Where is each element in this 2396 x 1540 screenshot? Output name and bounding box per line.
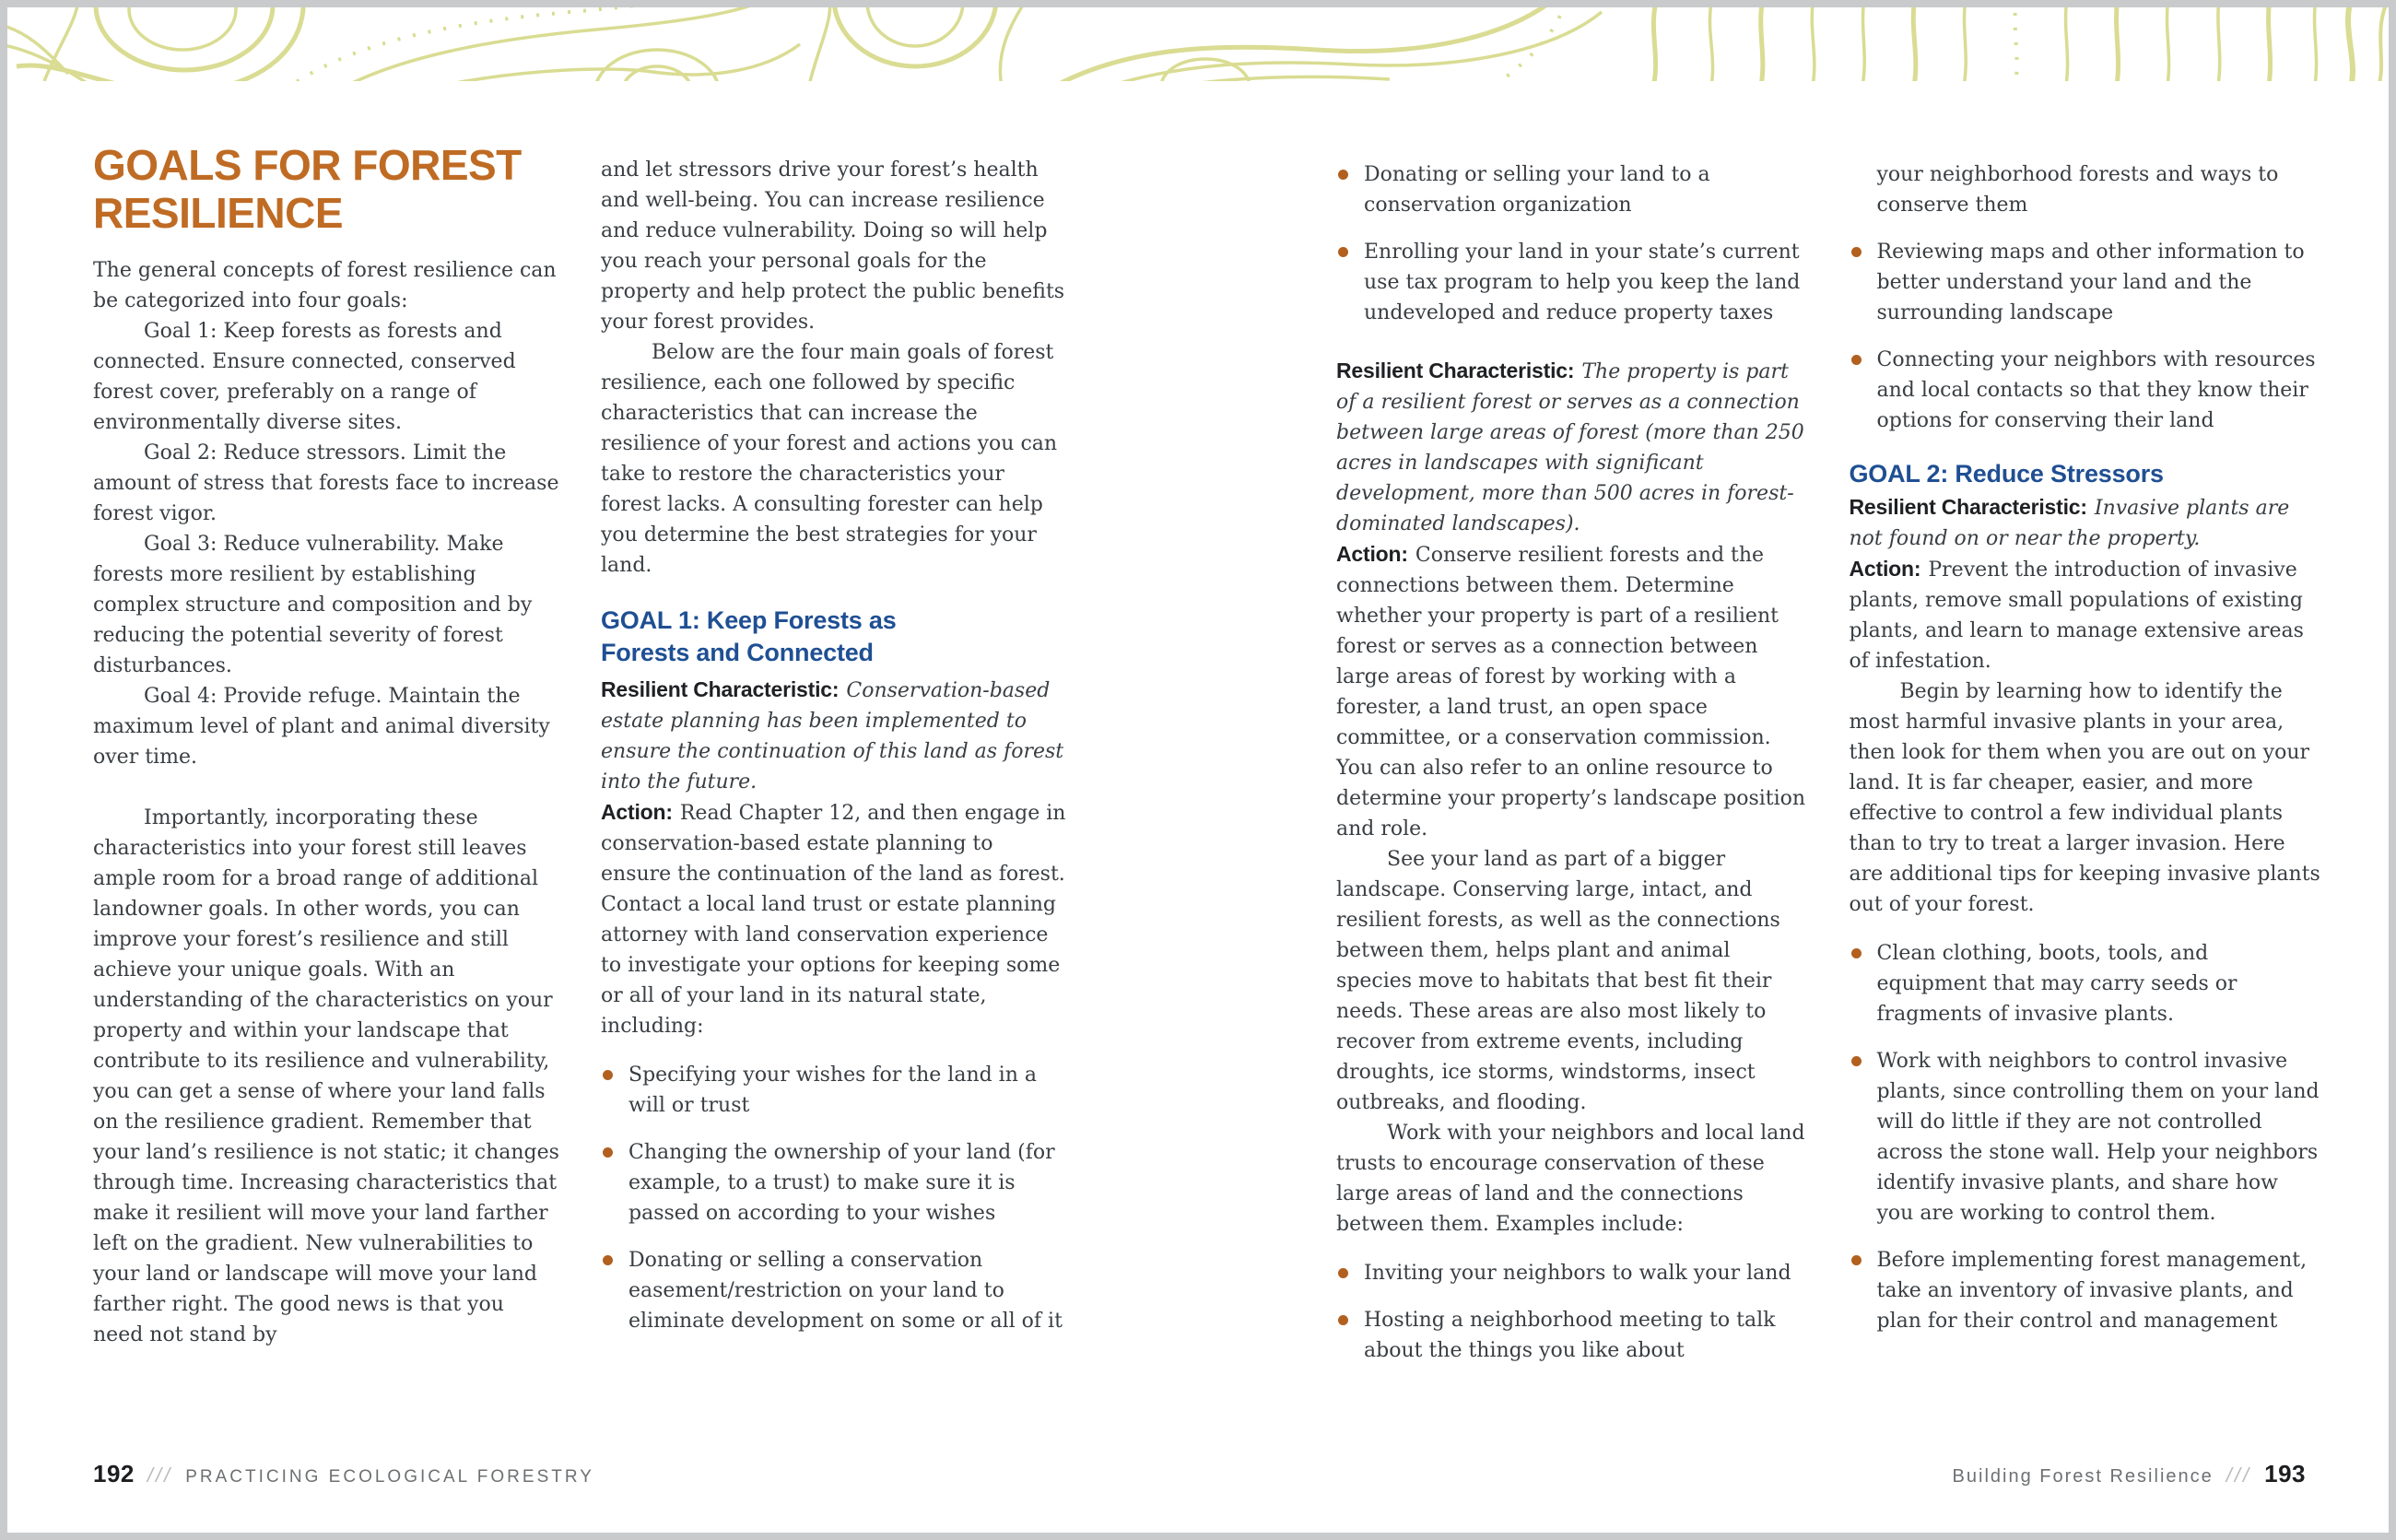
paragraph: Goal 3: Reduce vulnerability. Make forests more resilient by establishing complex structure and composition and by reducing the potential severity of forest disturbances.: [93, 533, 533, 677]
paragraph: Importantly, incorporating these characteristics into your forest still leaves ample room for a broad range of additional landowner goals. In other words, you can improve your forest’s resilience and still achieve your unique goals. With an understanding of the characteristics on your property and within your landscape that contribute to its resilience and vulnerability, you can get a sense of where your land falls on the resilience gradient. Remember that your land’s resilience is not static; it changes through time. Increasing characteristics that make it resilient will move your land farther left on the gradient. New vulnerabilities to your land or landscape will move your land farther right. The good news is that you need not stand by: [93, 806, 559, 1346]
list-item-text: Changing the ownership of your land (for example, to a trust) to make sure it is passed on according to your wishes: [628, 1141, 1055, 1225]
paragraph: Goal 2: Reduce stressors. Limit the amount of stress that forests face to increase forest vigor.: [93, 441, 559, 525]
list-item: [1336, 1305, 1808, 1366]
page-left: [93, 88, 1067, 1350]
paragraph: Below are the four main goals of forest resilience, each one followed by specific characteristics that can increase the resilience of your forest and actions you can take to restore the characteristics your forest lacks. A consulting forester can help you determine the best strategies for your land.: [601, 341, 1058, 577]
bullet-icon: [1851, 948, 1862, 958]
paragraph: Goal 1: Keep forests as forests and connected. Ensure connected, conserved forest cover, preferably on a range of environmentally diverse sites.: [93, 320, 516, 434]
list-item: [1850, 1046, 2321, 1228]
column-3: [1336, 88, 1808, 1366]
resilient-characteristic-text: Conservation-based estate planning has been implemented to ensure the continuation of this land as forest into the future.: [601, 679, 1064, 794]
action-text: Prevent the introduction of invasive plants, remove small populations of existing plants, and learn to manage extensive areas of infestation.: [1849, 558, 2304, 673]
paragraph: and let stressors drive your forest’s health and well-being. You can increase resilience and reduce vulnerability. Doing so will help you reach your personal goals for the property and help protect the public benefits your forest provides.: [601, 159, 1065, 334]
list-item: [1850, 1245, 2321, 1336]
action-label: Action:: [1336, 542, 1408, 566]
bullet-icon: [1851, 1056, 1862, 1066]
paragraph: Work with your neighbors and local land trusts to encourage conservation of these large areas of land and the connections between them. Examples include:: [1336, 1122, 1805, 1236]
list-item-text: Work with neighbors to control invasive plants, since controlling them on your land will do little if they are not controlled across the stone wall. Help your neighbors identify invasive plants, and share how you are working to control them.: [1876, 1050, 2320, 1225]
action-label: Action:: [1849, 557, 1921, 581]
resilient-characteristic: [1850, 492, 2321, 554]
resilient-characteristic-text: The property is part of a resilient forest or serves as a connection between large areas of forest (more than 250 acres in landscapes with significant development, more than 500 acres in forest-dominated landscapes).: [1336, 360, 1804, 535]
bullet-icon: [603, 1147, 613, 1158]
resilient-characteristic-label: Resilient Characteristic:: [1849, 495, 2087, 519]
list-item: [1850, 938, 2321, 1029]
goal1-heading: GOAL 1: Keep Forests as Forests and Connected: [601, 606, 897, 666]
topographic-pattern-icon: [7, 7, 2389, 81]
list-item-text: Specifying your wishes for the land in a will or trust: [628, 1064, 1037, 1117]
footer-right: [1953, 1460, 2306, 1488]
list-item: [1336, 237, 1808, 328]
page-number: 192: [93, 1460, 135, 1487]
action-text: Conserve resilient forests and the connections between them. Determine whether your property is part of a resilient forest or serves as a connection between large areas of forest by working with a forester, a land trust, an open space committee, or a conservation commission. You can also refer to an online resource to determine your property’s landscape position and role.: [1336, 544, 1806, 841]
list-item-text: Reviewing maps and other information to better understand your land and the surrounding landscape: [1876, 241, 2305, 324]
list-item: [601, 1060, 1067, 1121]
bullet-icon: [603, 1255, 613, 1265]
bullet-icon: [1338, 170, 1348, 180]
list-item-text: Donating or selling your land to a conservation organization: [1364, 163, 1710, 217]
list-item: [1336, 159, 1808, 220]
paragraph: The general concepts of forest resilience can be categorized into four goals:: [93, 259, 557, 312]
bullet-icon: [1851, 1255, 1862, 1265]
action: [1850, 554, 2321, 676]
list-item-text: Hosting a neighborhood meeting to talk about the things you like about: [1364, 1309, 1776, 1362]
paragraph: Goal 4: Provide refuge. Maintain the maximum level of plant and animal diversity over time.: [93, 685, 550, 769]
running-head: Building Forest Resilience: [1952, 1466, 2214, 1487]
list-item-text: Donating or selling a conservation easement/restriction on your land to eliminate development on some or all of it: [628, 1249, 1063, 1333]
page-number: 193: [2264, 1460, 2306, 1487]
chapter-section-title: GOALS FOR FOREST RESILIENCE: [93, 141, 522, 237]
resilient-characteristic-label: Resilient Characteristic:: [601, 677, 840, 701]
list-item: [1850, 345, 2321, 436]
page-right: [1336, 88, 2320, 1366]
action-text: Read Chapter 12, and then engage in conservation-based estate planning to ensure the continuation of the land as forest. Contact a local land trust or estate planning attorney with land conservation experience to investigate your options for keeping some or all of your land in its natural state, including:: [601, 802, 1066, 1038]
list-item: [1336, 1258, 1808, 1288]
bullet-icon: [1338, 247, 1348, 257]
goal2-heading: GOAL 2: Reduce Stressors: [1849, 460, 2164, 488]
list-item-text: Connecting your neighbors with resources and local contacts so that they know their options for conserving their land: [1876, 348, 2316, 432]
list-item-text: Before implementing forest management, take an inventory of invasive plants, and plan for their control and management: [1876, 1249, 2308, 1333]
column-1: [93, 88, 559, 1350]
action: [601, 797, 1067, 1041]
list-item: [601, 1245, 1067, 1336]
list-item-text: Clean clothing, boots, tools, and equipment that may carry seeds or fragments of invasive plants.: [1876, 942, 2237, 1026]
list-item: [601, 1137, 1067, 1228]
topographic-band: [7, 7, 2389, 81]
footer-separator: ///: [2226, 1464, 2252, 1487]
running-head: PRACTICING ECOLOGICAL FORESTRY: [185, 1467, 594, 1487]
bullet-icon: [603, 1070, 613, 1080]
list-item-text: Inviting your neighbors to walk your land: [1364, 1262, 1791, 1285]
resilient-characteristic-text: Invasive plants are not found on or near the property.: [1849, 497, 2290, 550]
footer-separator: ///: [147, 1464, 173, 1487]
list-item: [1850, 237, 2321, 328]
list-item-continuation: your neighborhood forests and ways to conserve them: [1876, 163, 2279, 217]
paragraph: Begin by learning how to identify the most harmful invasive plants in your area, then look for them when you are out on your land. It is far cheaper, easier, and more effective to control a few individual plants than to try to treat a larger invasion. Here are additional tips for keeping invasive plants out of your forest.: [1849, 680, 2320, 916]
footer-left: [93, 1460, 594, 1488]
list-item-text: Enrolling your land in your state’s current use tax program to help you keep the land undeveloped and reduce property taxes: [1364, 241, 1801, 324]
bullet-icon: [1338, 1315, 1348, 1325]
resilient-characteristic: [1336, 356, 1808, 539]
action-label: Action:: [601, 800, 673, 824]
column-4: [1850, 88, 2321, 1366]
bullet-icon: [1851, 247, 1862, 257]
action: [1336, 539, 1808, 844]
resilient-characteristic: [601, 675, 1067, 797]
bullet-icon: [1338, 1268, 1348, 1278]
paragraph: See your land as part of a bigger landscape. Conserving large, intact, and resilient forests, as well as the connections between them, helps plant and animal species move to habitats that best fit their needs. These areas are also most likely to recover from extreme events, including droughts, ice storms, windstorms, insect outbreaks, and flooding.: [1336, 848, 1780, 1114]
resilient-characteristic-label: Resilient Characteristic:: [1336, 359, 1575, 382]
column-2: [601, 88, 1067, 1350]
bullet-icon: [1851, 355, 1862, 365]
